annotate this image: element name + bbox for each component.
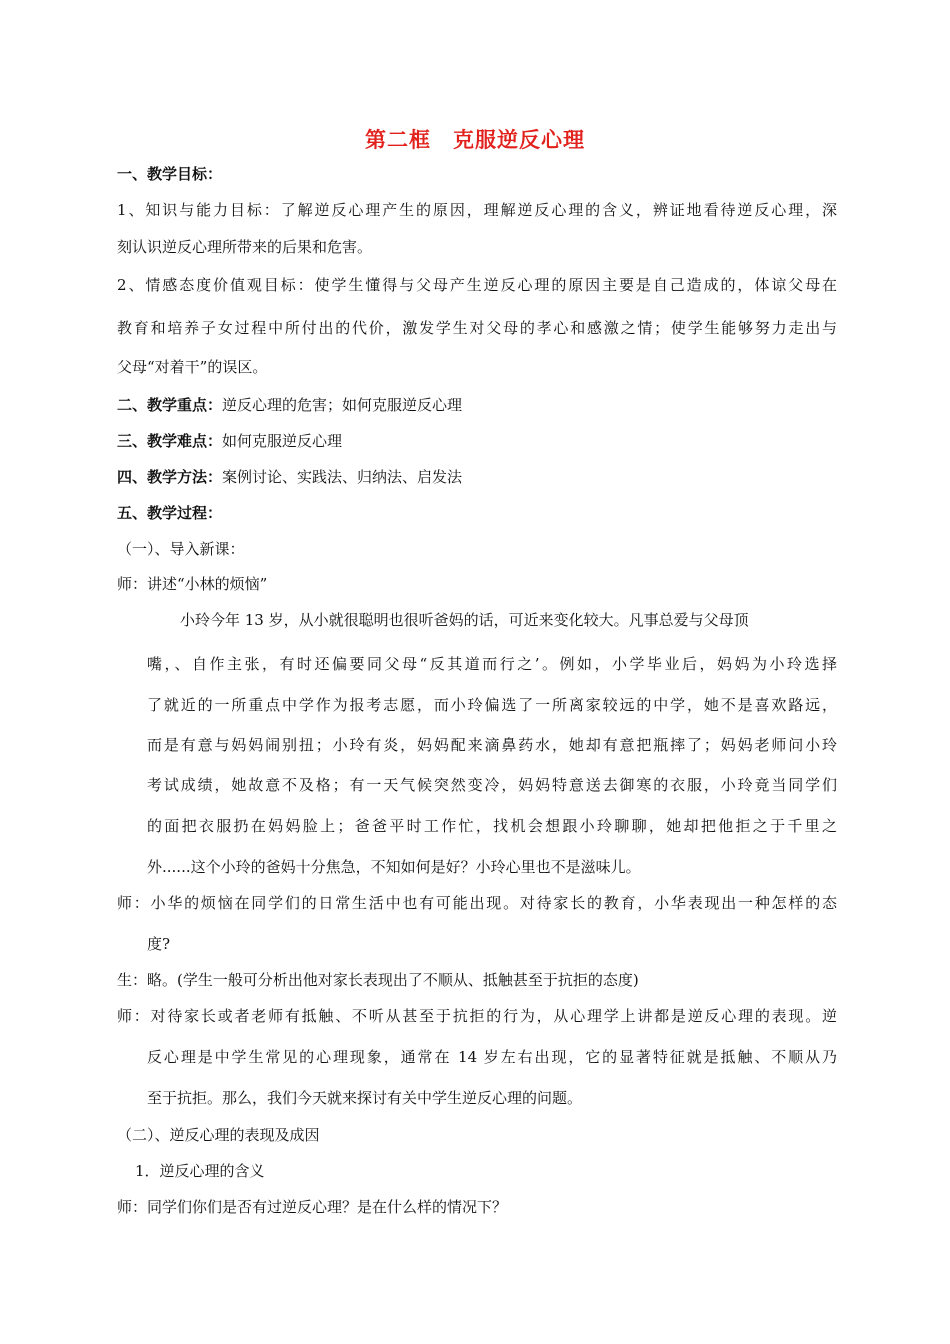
goals-heading: 一、教学目标： <box>117 165 223 183</box>
sub-heading-1: 1．逆反心理的含义 <box>135 1162 265 1180</box>
teacher-question-2: 师：同学们你们是否有过逆反心理？是在什么样的情况下？ <box>117 1198 508 1216</box>
goal2-line2: 教育和培养子女过程中所付出的代价，激发学生对父母的孝心和感激之情；使学生能够努力走出与 <box>117 319 837 337</box>
difficult-points-label: 三、教学难点： <box>117 432 223 450</box>
key-points <box>117 395 837 415</box>
teaching-methods-label: 四、教学方法： <box>117 468 223 486</box>
story-line5: 考试成绩，她故意不及格；有一天气候突然变冷，妈妈特意送去御寒的衣服，小玲竟当同学们 <box>147 776 837 794</box>
teacher-explain-line2: 反心理是中学生常见的心理现象，通常在 14 岁左右出现，它的显著特征就是抵触、不顺从乃 <box>147 1048 837 1066</box>
difficult-points-text: 如何克服逆反心理 <box>222 432 343 450</box>
step2-heading: （二）、逆反心理的表现及成因 <box>117 1126 320 1144</box>
story-line1: 小玲今年 13 岁，从小就很聪明也很听爸妈的话，可近来变化较大。凡事总爱与父母顶 <box>180 611 749 629</box>
page-title <box>0 124 950 154</box>
goal1-line2: 刻认识逆反心理所带来的后果和危害。 <box>117 238 373 256</box>
story-line2: 嘴，、自作主张，有时还偏要同父母“反其道而行之’。例如，小学毕业后，妈妈为小玲选择 <box>147 655 837 673</box>
key-points-text: 逆反心理的危害；如何克服逆反心理 <box>222 396 463 414</box>
story-line3: 了就近的一所重点中学作为报考志愿，而小玲偏选了一所离家较远的中学，她不是喜欢路远， <box>147 696 837 714</box>
difficult-points <box>117 431 837 451</box>
story-line4: 而是有意与妈妈闹别扭；小玲有炎，妈妈配来滴鼻药水，她却有意把瓶摔了；妈妈老师问小玲 <box>147 736 837 754</box>
key-points-label: 二、教学重点： <box>117 396 223 414</box>
teaching-methods <box>117 467 837 487</box>
teacher-question-line2: 度? <box>147 935 171 953</box>
title-part2: 克服逆反心理 <box>453 128 585 152</box>
teaching-methods-text: 案例讨论、实践法、归纳法、启发法 <box>222 468 463 486</box>
step1-heading: （一）、导入新课： <box>117 540 245 558</box>
teacher-explain-line1: 师：对待家长或者老师有抵触、不听从甚至于抗拒的行为，从心理学上讲都是逆反心理的表现。逆 <box>117 1007 837 1025</box>
story-line7: 外......这个小玲的爸妈十分焦急，不知如何是好？小玲心里也不是滋味儿。 <box>147 858 641 876</box>
teacher-intro: 师：讲述“小林的烦恼” <box>117 575 268 593</box>
story-line6: 的面把衣服扔在妈妈脸上；爸爸平时工作忙，找机会想跟小玲聊聊，她却把他拒之于千里之 <box>147 817 837 835</box>
goal2-line3: 父母“对着干”的误区。 <box>117 358 268 376</box>
goal2-line1: 2、情感态度价值观目标：使学生懂得与父母产生逆反心理的原因主要是自己造成的，体谅父母在 <box>117 276 837 294</box>
student-answer: 生：略。(学生一般可分析出他对家长表现出了不顺从、抵触甚至于抗拒的态度) <box>117 971 639 989</box>
process-heading: 五、教学过程： <box>117 504 223 522</box>
teacher-explain-line3: 至于抗拒。那么，我们今天就来探讨有关中学生逆反心理的问题。 <box>147 1089 583 1107</box>
teacher-question-line1: 师：小华的烦恼在同学们的日常生活中也有可能出现。对待家长的教育，小华表现出一种怎样的态 <box>117 894 837 912</box>
title-part1: 第二框 <box>365 128 431 152</box>
goal1-line1: 1、知识与能力目标：了解逆反心理产生的原因，理解逆反心理的含义，辨证地看待逆反心理，深 <box>117 201 837 219</box>
